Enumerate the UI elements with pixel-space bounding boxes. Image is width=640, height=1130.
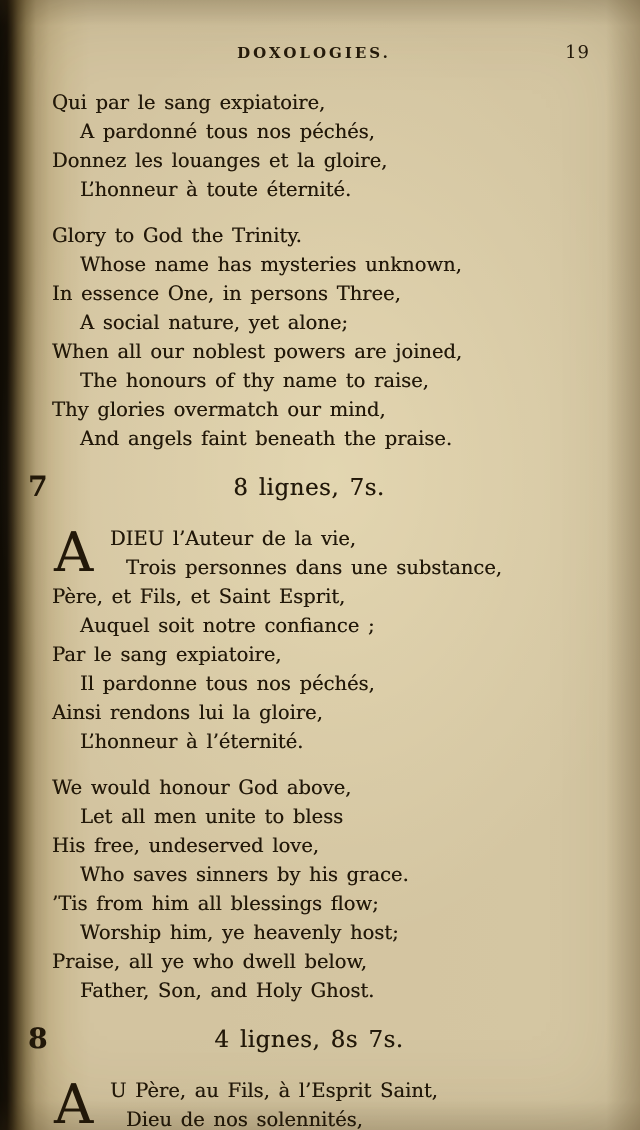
running-title: DOXOLOGIES. (237, 44, 391, 62)
poem-line: When all our noblest powers are joined, (52, 340, 463, 363)
poem-line: And angels faint beneath the praise. (80, 427, 453, 450)
poem-line: Glory to God the Trinity. (52, 224, 302, 247)
page-header (52, 44, 596, 74)
poem-line: Thy glories overmatch our mind, (52, 398, 386, 421)
poem-line: L’honneur à toute éternité. (80, 178, 352, 201)
stanza (52, 88, 596, 204)
poem-line: Ainsi rendons lui la gloire, (52, 701, 323, 724)
poem-line: Who saves sinners by his grace. (80, 863, 409, 886)
hymn-meter-label: 4 lignes, 8s 7s. (214, 1027, 404, 1053)
poem-line: We would honour God above, (52, 776, 352, 799)
poem-line: In essence One, in persons Three, (52, 282, 401, 305)
poem-line: Dieu de nos solennités, (126, 1108, 363, 1130)
poem-line: Worship him, ye heavenly host; (80, 921, 399, 944)
stanza (52, 221, 596, 453)
poem-line: Let all men unite to bless (80, 805, 344, 828)
poem-line: A pardonné tous nos péchés, (80, 120, 375, 143)
poem-line: Father, Son, and Holy Ghost. (80, 979, 375, 1002)
stanza (52, 521, 596, 756)
drop-cap-letter: A (54, 1073, 93, 1130)
poem-line: ’Tis from him all blessings flow; (52, 892, 379, 915)
poem-line: Père, et Fils, et Saint Esprit, (52, 585, 346, 608)
hymn-number: 8 (28, 1022, 48, 1055)
drop-cap-letter: A (54, 521, 93, 584)
poem-line: Praise, all ye who dwell below, (52, 950, 367, 973)
poem-line: Auquel soit notre confiance ; (80, 614, 375, 637)
poem-line: L’honneur à l’éternité. (80, 730, 304, 753)
poem-line: U Père, au Fils, à l’Esprit Saint, (110, 1079, 438, 1102)
poem-line: Par le sang expiatoire, (52, 643, 282, 666)
hymn-number: 7 (28, 470, 48, 503)
poem-line: Qui par le sang expiatoire, (52, 91, 326, 114)
stanza (52, 1073, 596, 1130)
stanza (52, 773, 596, 1005)
poem-line: His free, undeserved love, (52, 834, 319, 857)
page-number: 19 (565, 42, 590, 63)
poem-line: Whose name has mysteries unknown, (80, 253, 462, 276)
poem-line: DIEU l’Auteur de la vie, (110, 527, 357, 550)
poem-line: Il pardonne tous nos péchés, (80, 672, 375, 695)
poem-line: The honours of thy name to raise, (80, 369, 429, 392)
poem-line: A social nature, yet alone; (80, 311, 348, 334)
page-content (28, 88, 596, 1130)
poem-line: Trois personnes dans une substance, (126, 556, 502, 579)
hymn-meter-label: 8 lignes, 7s. (233, 475, 385, 501)
poem-line: Donnez les louanges et la gloire, (52, 149, 388, 172)
hymn-heading (28, 470, 596, 508)
hymn-heading (28, 1022, 596, 1060)
